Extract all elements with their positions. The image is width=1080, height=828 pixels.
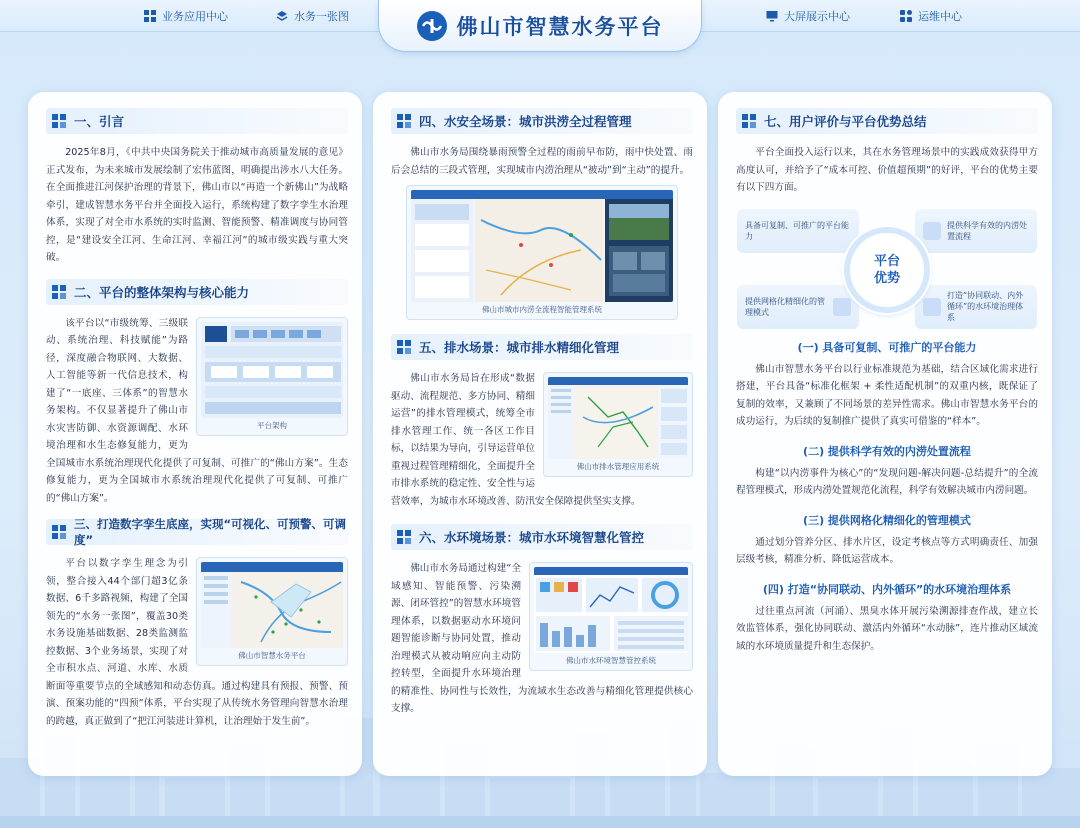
section-title: 五、排水场景：城市排水精细化管理 <box>419 340 620 355</box>
section-square-icon <box>397 340 411 354</box>
figure-caption: 平台架构 <box>257 420 287 430</box>
subsection-text: 佛山市智慧水务平台以行业标准规范为基础，结合区域化需求进行搭建，平台具备“标准化框架 + 柔性适配机制”的双重内核，既保证了复制的效率，又兼顾了不同场景的差异性需求。佛山市智慧水务平台的成功运行，为后续的复制推广提供了真实可借鉴的“样本”。 <box>736 363 1038 427</box>
advantage-label: 打造“协同联动、内外循环”的水环境治理体系 <box>947 291 1024 322</box>
subsection-title: (二) 提供科学有效的内涝处置流程 <box>803 444 971 458</box>
advantage-center-label: 平台优势 <box>873 253 900 286</box>
column-summary <box>718 92 1052 776</box>
advantage-label: 具备可复制、可推广的平台能力 <box>745 220 849 241</box>
water-map-figure <box>196 557 348 666</box>
section-title: 七、用户评价与平台优势总结 <box>764 114 927 129</box>
advantage-label: 提供科学有效的内涝处置流程 <box>947 220 1027 241</box>
section-title: 一、引言 <box>74 114 125 129</box>
section-square-icon <box>397 114 411 128</box>
water-environment-figure <box>529 562 693 671</box>
drainage-figure <box>543 372 693 477</box>
grid-icon <box>144 10 156 22</box>
subsection-text: 构建“以内涝事件为核心”的“发现问题-解决问题-总结提升”的全流程管理模式，形成内涝处置规范化流程，科学有效解决城市内涝问题。 <box>736 467 1038 496</box>
section-square-icon <box>52 114 66 128</box>
process-icon <box>923 222 941 240</box>
section-heading <box>391 524 693 550</box>
nav-label: 业务应用中心 <box>162 10 228 23</box>
section-title: 四、水安全场景：城市洪涝全过程管理 <box>419 114 632 129</box>
section-text: 佛山市水务局通过构建“全域感知、智能预警、污染溯源、闭环管控”的智慧水环境管理体系，以数据驱动水环境问题智能诊断与协同处置，推动治理模式从被动响应向主动防控转型，全面提升水环境治理的精准性、协同性与长效性，为流域水生态改善与精细化管理提供核心支撑。 <box>391 563 693 714</box>
layers-icon <box>276 10 288 22</box>
advantage-center <box>844 227 930 313</box>
subsection-title: (一) 具备可复制、可推广的平台能力 <box>797 340 977 354</box>
nav-label: 运维中心 <box>918 10 962 23</box>
section-heading <box>736 108 1038 134</box>
section-text: 平台以数字孪生理念为引领，整合接入44个部门超3亿条数据、6千多路视频，构建了全国领先的“水务一张图”，覆盖30类水务设施基础数据、28类监测监控数据、3个业务场景，实现了对全市积水点、河道、水库、水质断面等重要节点的全域感知和动态仿真。通过构建具有预报、预警、预演、预案功能的“四预”体系，平台实现了从传统水务管理向智慧水治理的跨越，真正做到了“把江河装进计算机，让治理始于发生前”。 <box>46 558 348 727</box>
section-title: 三、打造数字孪生底座，实现“可视化、可预警、可调度” <box>74 517 347 547</box>
page-title: 佛山市智慧水务平台 <box>456 14 664 39</box>
architecture-figure <box>196 317 348 436</box>
section-text: 2025年8月，《中共中央国务院关于推动城市高质量发展的意见》正式发布，为未来城市发展绘制了宏伟蓝图，明确提出涉水八大任务。在全面推进江河保护治理的背景下，佛山市以“再造一个新佛山”为战略牵引，建成智慧水务平台并全面投入运行，系统构建了数字孪生水治理体系，实现了对全市水系统的实时监测、智能预警、精准调度与协同管控，是“建设安全江河、生命江河、幸福江河”的城市级实践与重大突破。 <box>46 147 348 263</box>
nav-big-screen[interactable] <box>766 7 850 25</box>
section-title: 二、平台的整体架构与核心能力 <box>74 284 250 300</box>
nav-business-center[interactable] <box>144 7 228 25</box>
monitor-icon <box>766 10 778 22</box>
figure-caption: 佛山市水环境智慧管控系统 <box>566 656 656 665</box>
section-heading <box>391 334 693 360</box>
section-square-icon <box>397 530 411 544</box>
section-heading <box>46 279 348 305</box>
flood-figure <box>406 185 678 320</box>
subsection-text: 过往重点河流（河涌）、黑臭水体开展污染溯源排查作战，建立长效监管体系，强化协同联动、激活内外循环“水动脉”，连片推动区域流域的水环境质量提升和生态保护。 <box>736 605 1038 652</box>
grid-management-icon <box>833 298 851 316</box>
figure-caption: 佛山市城市内涝全流程智能管理系统 <box>482 305 602 314</box>
section-title: 六、水环境场景：城市水环境智慧化管控 <box>419 530 645 545</box>
section-text: 佛山市水务局围绕暴雨预警全过程的雨前早布防，雨中快处置、雨后会总结的三段式管理，实现城市内涝治理从“被动”到“主动”的提升。 <box>391 147 693 176</box>
section-text: 该平台以“市级统筹、三级联动、系统治理、科技赋能”为路径，深度融合物联网、大数据、人工智能等新一代信息技术，构建了“一底座、三体系”的智慧水务架构。不仅显著提升了佛山市水灾害防御、水资源调配、水环境治理和水生态修复能力，更为全国城市水系统治理现代化提供了可复制、可推广的“佛山方案”。生态修复能力，更为全国城市水系统治理现代化提供了可复制、可推广的“佛山方案”。 <box>46 317 348 504</box>
architecture-screenshot <box>201 322 343 418</box>
nav-label: 水务一张图 <box>294 10 349 23</box>
column-intro <box>28 92 362 776</box>
section-square-icon <box>52 525 66 539</box>
drainage-screenshot <box>548 377 688 459</box>
column-scenarios <box>373 92 707 776</box>
section-heading <box>391 108 693 134</box>
flood-screenshot <box>411 190 673 302</box>
section-text: 平台全面投入运行以来，其在水务管理场景中的实践成效获得甲方高度认可，并给予了“成本可控、价值超预期”的好评，平台的优势主要有以下四方面。 <box>736 147 1038 193</box>
section-heading <box>46 108 348 134</box>
subsection-title: (三) 提供网格化精细化的管理模式 <box>803 513 971 527</box>
title-plate <box>378 0 702 52</box>
advantage-replicable <box>737 209 859 253</box>
advantage-flood-process <box>915 209 1037 253</box>
nav-ops-center[interactable] <box>900 7 962 25</box>
advantage-label: 提供网格化精细化的管理模式 <box>745 296 825 317</box>
water-environment-screenshot <box>534 567 688 653</box>
section-square-icon <box>52 285 66 299</box>
section-text: 佛山市水务局旨在形成“数据驱动、流程规范、多方协同、精细运营”的排水管理模式，统筹全市排水管理工作、统一各区工作目标，以结果为导向，引导运营单位重视过程管理精细化，全面提升全市排水系统的稳定性、安全性与运营效率，为城市水环境改善、防汛安全保障提供坚实支撑。 <box>391 373 641 507</box>
nav-label: 大屏展示中心 <box>784 10 850 23</box>
section-square-icon <box>742 114 756 128</box>
figure-caption: 佛山市排水管理应用系统 <box>576 462 660 471</box>
advantage-diagram <box>737 209 1037 329</box>
water-map-screenshot <box>201 562 343 648</box>
subsection-title: (四) 打造“协同联动、内外循环”的水环境治理体系 <box>762 582 1012 596</box>
cycle-icon <box>923 298 941 316</box>
nav-water-map[interactable] <box>276 7 349 25</box>
apps-icon <box>900 10 912 22</box>
section-heading <box>46 519 348 545</box>
advantage-grid-management <box>737 285 859 329</box>
subsection-text: 通过划分管养分区、排水片区，设定考核点等方式明确责任、加强层级考核，精准分析、降低运营成本。 <box>736 536 1038 565</box>
header <box>0 0 1080 60</box>
advantage-collaborative <box>915 285 1037 329</box>
figure-caption: 佛山市智慧水务平台 <box>238 651 306 660</box>
water-logo-icon <box>417 11 447 41</box>
